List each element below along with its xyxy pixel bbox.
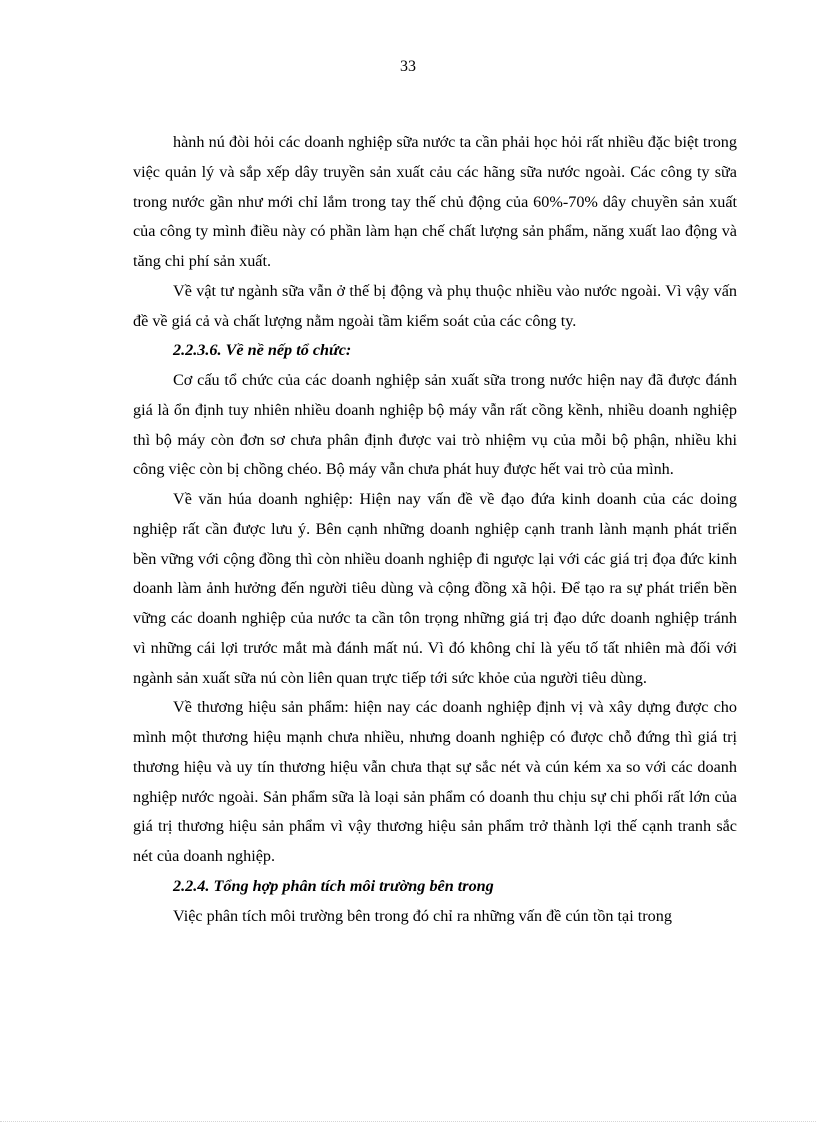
- page-number: 33: [400, 58, 416, 75]
- paragraph-brand: Về thương hiệu sản phẩm: hiện nay các doanh nghiệp định vị và xây dựng được cho mình một thương hiệu mạnh chưa nhiều, nhưng doanh nghiệp có được chỗ đứng thì giá trị thương hiệu và uy tín thương hiệu vẫn chưa thạt sự sắc nét và cún kém xa so với các doanh nghiệp nước ngoài. Sản phẩm sữa là loại sản phẩm có doanh thu chịu sự chi phối rất lớn của giá trị thương hiệu sản phẩm vì vậy thương hiệu sản phẩm trở thành lợi thế cạnh tranh sắc nét của doanh nghiệp.: [133, 698, 737, 865]
- paragraph-organization-structure: Cơ cấu tổ chức của các doanh nghiệp sản xuất sữa trong nước hiện nay đã được đánh giá là ổn định tuy nhiên nhiều doanh nghiệp bộ máy vẫn rất cồng kềnh, nhiều doanh nghiệp thì bộ máy còn đơn sơ chưa phân định được vai trò nhiệm vụ của mỗi bộ phận, nhiều khi công việc còn bị chồng chéo. Bộ máy vẫn chưa phát huy được hết vai trò của mình.: [133, 371, 737, 479]
- section-heading-organization: 2.2.3.6. Về nề nếp tổ chức:: [173, 341, 352, 360]
- paragraph-business-culture: Về văn húa doanh nghiệp: Hiện nay vấn đề về đạo đứa kinh doanh của các doing nghiệp rất cần được lưu ý. Bên cạnh những doanh nghiệp cạnh tranh lành mạnh phát triển bền vững với cộng đồng thì còn nhiều doanh nghiệp đi ngược lại với các giá trị đọa đức kinh doanh làm ảnh hưởng đến người tiêu dùng và cộng đồng xã hội. Để tạo ra sự phát triển bền vững các doanh nghiệp của nước ta cần tôn trọng những giá trị đạo dức doanh nghiệp tránh vì những cái lợi trước mắt mà đánh mất nú. Vì đó không chỉ là yếu tố tất nhiên mà đối với ngành sản xuất sữa nú còn liên quan trực tiếp tới sức khỏe của người tiêu dùng.: [133, 490, 737, 687]
- section-heading-internal-analysis: 2.2.4. Tổng hợp phân tích môi trường bên trong: [173, 876, 494, 895]
- paragraph-internal-analysis: Việc phân tích môi trường bên trong đó chỉ ra những vấn đề cún tồn tại trong: [173, 906, 672, 925]
- page-bottom-divider: [0, 1121, 816, 1122]
- document-body: [133, 128, 737, 931]
- paragraph-milk-industry-learning: hành nú đòi hỏi các doanh nghiệp sữa nước ta cần phải học hỏi rất nhiều đặc biệt trong việc quản lý và sắp xếp dây truyền sản xuất cảu các hãng sữa nước ngoài. Các công ty sữa trong nước gần như mới chỉ lắm trong tay thế chủ động của 60%-70% dây chuyền sản xuất của công ty mình điều này có phần làm hạn chế chất lượng sản phẩm, năng xuất lao động và tăng chi phí sản xuất.: [133, 133, 737, 270]
- paragraph-materials-dependence: Về vật tư ngành sữa vẫn ở thế bị động và phụ thuộc nhiều vào nước ngoài. Vì vậy vấn đề về giá cả và chất lượng nằm ngoài tầm kiểm soát của các công ty.: [133, 281, 737, 330]
